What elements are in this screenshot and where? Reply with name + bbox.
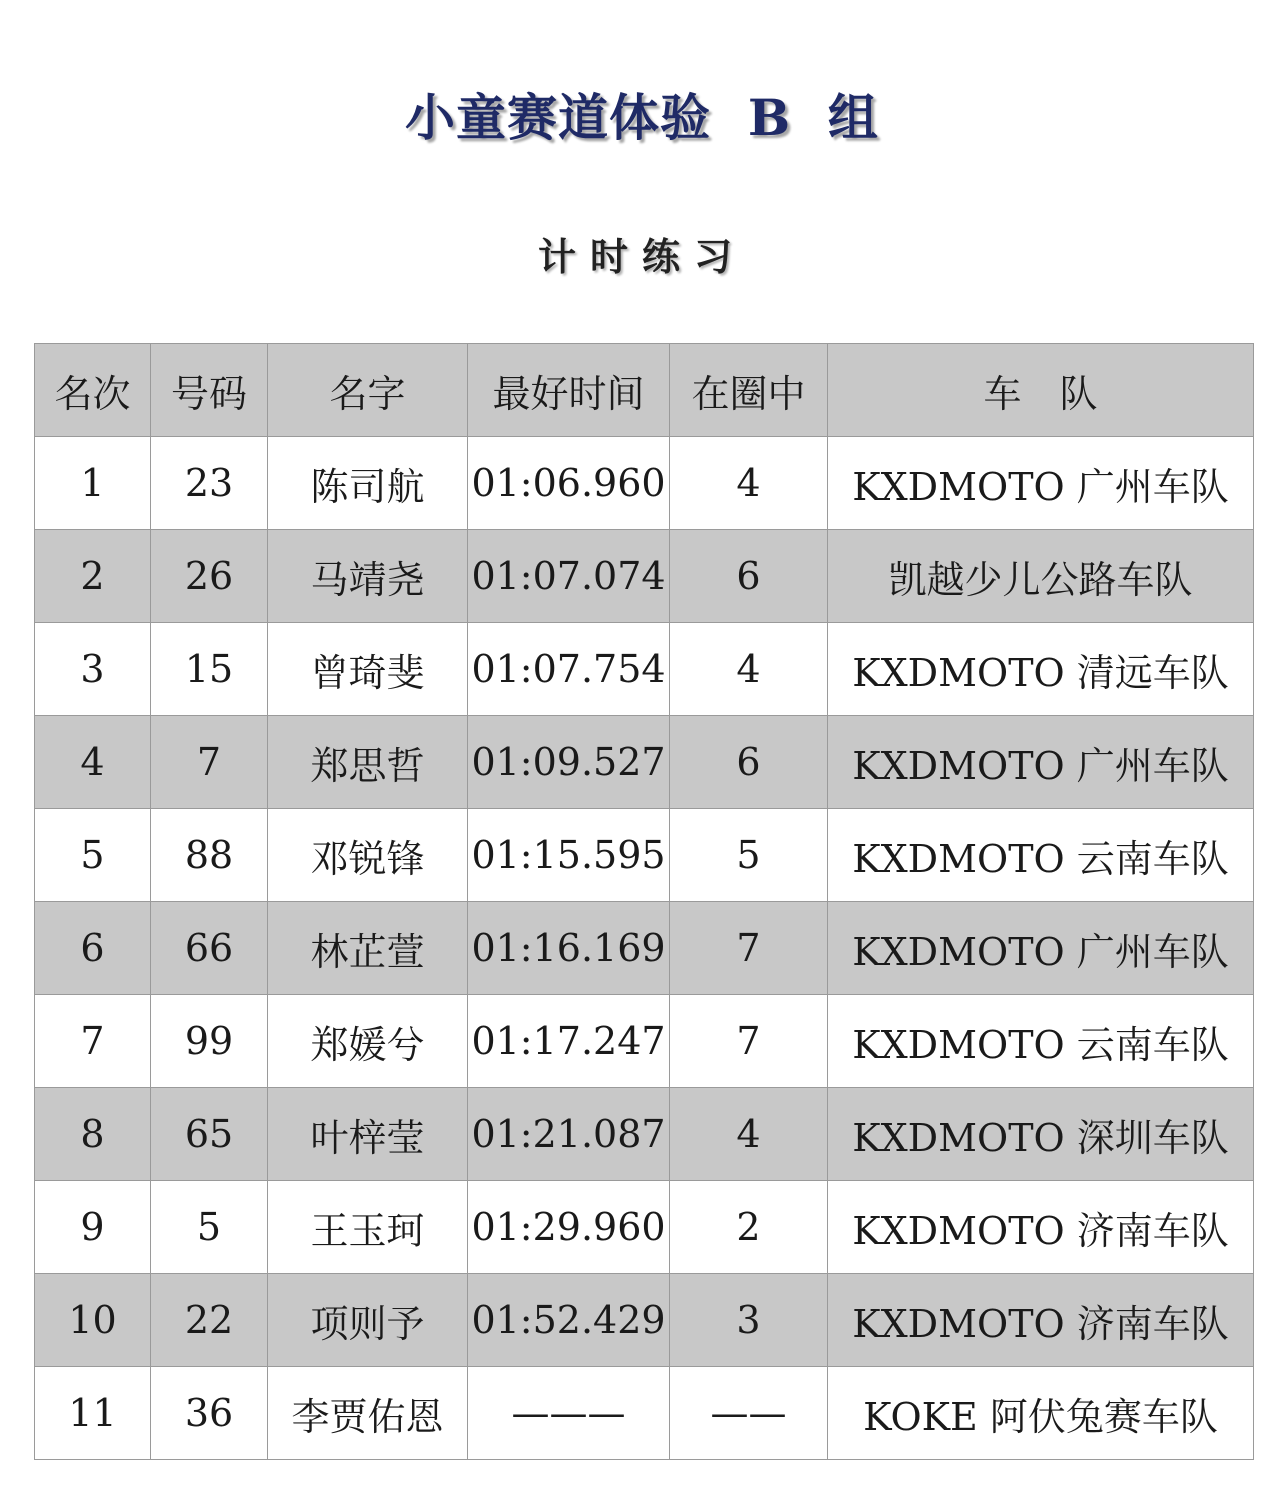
cell-in-lap: —— (670, 1367, 828, 1460)
cell-best-time: 01:21.087 (468, 1088, 670, 1181)
cell-best-time: 01:06.960 (468, 437, 670, 530)
cell-name: 王玉珂 (268, 1181, 468, 1274)
cell-number: 23 (151, 437, 268, 530)
cell-in-lap: 4 (670, 437, 828, 530)
header-name: 名字 (268, 344, 468, 437)
cell-team: 凯越少儿公路车队 (828, 530, 1254, 623)
cell-best-time: 01:16.169 (468, 902, 670, 995)
cell-team: KXDMOTO 云南车队 (828, 995, 1254, 1088)
cell-number: 88 (151, 809, 268, 902)
cell-name: 邓锐锋 (268, 809, 468, 902)
cell-in-lap: 6 (670, 716, 828, 809)
header-team: 车 队 (828, 344, 1254, 437)
table-row (35, 809, 1254, 902)
results-table (34, 343, 1254, 1460)
cell-number: 5 (151, 1181, 268, 1274)
cell-best-time: 01:07.754 (468, 623, 670, 716)
cell-best-time: 01:52.429 (468, 1274, 670, 1367)
cell-rank: 8 (35, 1088, 151, 1181)
cell-in-lap: 5 (670, 809, 828, 902)
cell-team: KXDMOTO 广州车队 (828, 716, 1254, 809)
table-row (35, 1181, 1254, 1274)
page-title: 小童赛道体验 B 组 (405, 88, 879, 147)
header-number: 号码 (151, 344, 268, 437)
cell-team: KXDMOTO 济南车队 (828, 1274, 1254, 1367)
cell-team: KXDMOTO 广州车队 (828, 902, 1254, 995)
cell-name: 郑思哲 (268, 716, 468, 809)
cell-in-lap: 2 (670, 1181, 828, 1274)
cell-in-lap: 7 (670, 902, 828, 995)
cell-team: KXDMOTO 深圳车队 (828, 1088, 1254, 1181)
table-row (35, 1088, 1254, 1181)
cell-rank: 1 (35, 437, 151, 530)
cell-team: KXDMOTO 清远车队 (828, 623, 1254, 716)
cell-best-time: 01:29.960 (468, 1181, 670, 1274)
table-row (35, 530, 1254, 623)
cell-in-lap: 3 (670, 1274, 828, 1367)
cell-number: 15 (151, 623, 268, 716)
cell-best-time: 01:15.595 (468, 809, 670, 902)
cell-name: 项则予 (268, 1274, 468, 1367)
cell-number: 65 (151, 1088, 268, 1181)
header-best-time: 最好时间 (468, 344, 670, 437)
cell-best-time: 01:17.247 (468, 995, 670, 1088)
cell-number: 22 (151, 1274, 268, 1367)
cell-team: KOKE 阿伏兔赛车队 (828, 1367, 1254, 1460)
table-row (35, 995, 1254, 1088)
table-header-row (35, 344, 1254, 437)
cell-rank: 5 (35, 809, 151, 902)
cell-best-time: ——— (468, 1367, 670, 1460)
cell-number: 99 (151, 995, 268, 1088)
table-row (35, 1367, 1254, 1460)
cell-name: 郑媛兮 (268, 995, 468, 1088)
table-row (35, 902, 1254, 995)
table-row (35, 623, 1254, 716)
cell-in-lap: 4 (670, 623, 828, 716)
page-subtitle: 计时练习 (537, 234, 746, 279)
cell-number: 26 (151, 530, 268, 623)
cell-in-lap: 4 (670, 1088, 828, 1181)
cell-best-time: 01:09.527 (468, 716, 670, 809)
cell-name: 李贾佑恩 (268, 1367, 468, 1460)
table-row (35, 716, 1254, 809)
table-row (35, 437, 1254, 530)
cell-name: 林芷萱 (268, 902, 468, 995)
cell-in-lap: 7 (670, 995, 828, 1088)
cell-rank: 6 (35, 902, 151, 995)
cell-name: 叶梓莹 (268, 1088, 468, 1181)
cell-rank: 7 (35, 995, 151, 1088)
cell-number: 66 (151, 902, 268, 995)
header-rank: 名次 (35, 344, 151, 437)
cell-rank: 3 (35, 623, 151, 716)
cell-rank: 11 (35, 1367, 151, 1460)
cell-number: 36 (151, 1367, 268, 1460)
header-in-lap: 在圈中 (670, 344, 828, 437)
cell-team: KXDMOTO 广州车队 (828, 437, 1254, 530)
table-row (35, 1274, 1254, 1367)
cell-team: KXDMOTO 云南车队 (828, 809, 1254, 902)
cell-rank: 2 (35, 530, 151, 623)
cell-name: 陈司航 (268, 437, 468, 530)
cell-rank: 4 (35, 716, 151, 809)
cell-in-lap: 6 (670, 530, 828, 623)
cell-rank: 9 (35, 1181, 151, 1274)
cell-team: KXDMOTO 济南车队 (828, 1181, 1254, 1274)
cell-number: 7 (151, 716, 268, 809)
cell-best-time: 01:07.074 (468, 530, 670, 623)
cell-name: 曾琦斐 (268, 623, 468, 716)
cell-name: 马靖尧 (268, 530, 468, 623)
cell-rank: 10 (35, 1274, 151, 1367)
